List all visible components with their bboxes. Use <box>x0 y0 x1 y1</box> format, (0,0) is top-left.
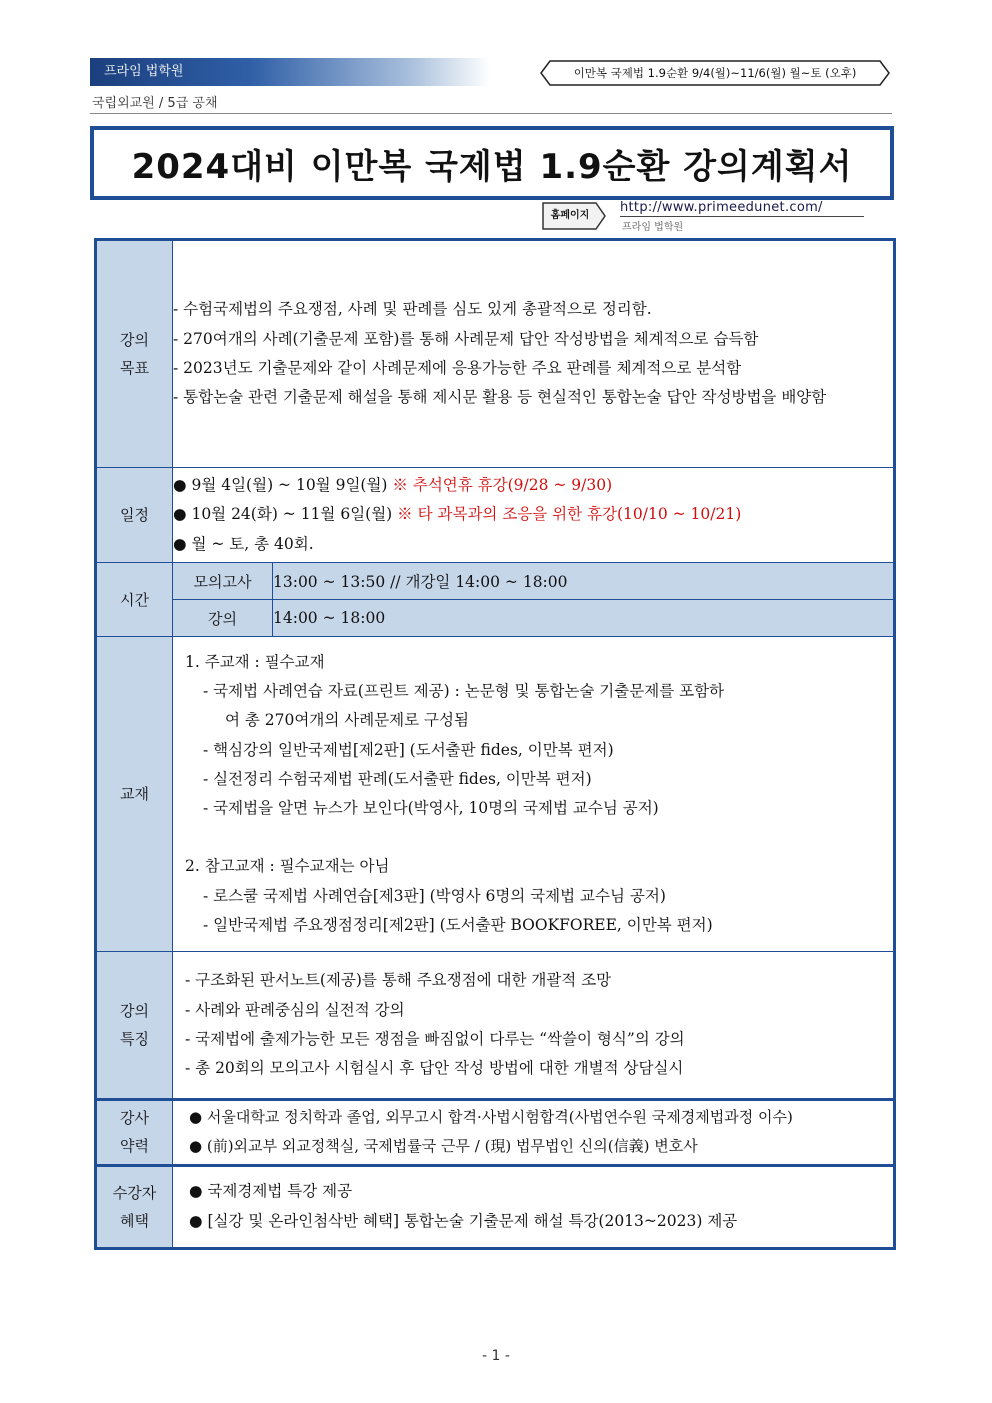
label-features-2: 특징 <box>120 1030 149 1048</box>
page-title: 2024대비 이만복 국제법 1.9순환 강의계획서 <box>131 146 853 187</box>
time-value-mock: 13:00 ~ 13:50 // 개강일 14:00 ~ 18:00 <box>273 563 894 600</box>
spacer <box>173 823 893 852</box>
label-features-1: 강의 <box>120 1002 149 1020</box>
schedule-item <box>173 530 893 559</box>
schedule-body <box>173 468 894 563</box>
homepage-badge-label: 홈페이지 <box>550 210 590 221</box>
label-textbooks: 교재 <box>97 637 173 952</box>
homepage-link[interactable]: http://www.primeedunet.com/ <box>620 200 823 215</box>
title-box <box>90 126 894 200</box>
feature-item: - 구조화된 판서노트(제공)를 통해 주요쟁점에 대한 개괄적 조망 <box>185 971 612 990</box>
row-time-lecture <box>97 600 894 637</box>
page-number: - 1 - <box>482 1348 510 1364</box>
syllabus-table <box>96 240 894 1248</box>
instructor-body <box>173 1100 894 1166</box>
feature-item: - 국제법에 출제가능한 모든 쟁점을 빠짐없이 다루는 “싹쓸이 형식”의 강의 <box>185 1030 685 1048</box>
textbook-item: - 국제법을 알면 뉴스가 보인다(박영사, 10명의 국제법 교수님 공저) <box>203 799 659 818</box>
main-textbook-heading: 1. 주교재 : 필수교재 <box>185 652 325 671</box>
header-subtitle: 국립외교원 / 5급 공채 <box>92 96 218 111</box>
textbook-item: - 실전정리 수험국제법 판례(도서출판 fides, 이만복 편저) <box>203 769 592 788</box>
label-benefits-2: 혜택 <box>120 1211 149 1230</box>
label-instructor-1: 강사 <box>120 1109 149 1128</box>
label-instructor <box>97 1100 173 1166</box>
schedule-date: ● 9월 4일(월) ~ 10월 9일(월) <box>173 476 393 495</box>
schedule-date: ● 월 ~ 토, 총 40회. <box>173 534 314 553</box>
brand-name: 프라임 법학원 <box>104 64 184 79</box>
homepage-badge[interactable] <box>542 202 606 230</box>
ref-textbook-item: - 일반국제법 주요쟁점정리[제2판] (도서출판 BOOKFOREE, 이만복 편저) <box>203 916 713 935</box>
row-features <box>97 952 894 1100</box>
row-schedule <box>97 468 894 563</box>
goals-body <box>173 241 894 468</box>
textbook-item-cont: 여 총 270여개의 사례문제로 구성됨 <box>225 711 469 730</box>
goal-item: - 2023년도 기출문제와 같이 사례문제에 응용가능한 주요 판례를 체계적으로 분석함 <box>173 359 742 377</box>
row-benefits <box>97 1165 894 1247</box>
schedule-item <box>173 500 893 529</box>
label-benefits-1: 수강자 <box>112 1183 157 1202</box>
row-instructor <box>97 1100 894 1166</box>
textbooks-body <box>173 637 894 952</box>
row-time-mock <box>97 563 894 600</box>
goal-item: - 270여개의 사례(기출문제 포함)를 통해 사례문제 답안 작성방법을 체계적으로 습득함 <box>173 329 759 348</box>
homepage-underline <box>620 216 864 217</box>
label-goals-2: 목표 <box>120 359 149 377</box>
label-features <box>97 952 173 1100</box>
goal-item: - 수험국제법의 주요쟁점, 사례 및 판례를 심도 있게 총괄적으로 정리함. <box>173 300 652 319</box>
schedule-note: ※ 추석연휴 휴강(9/28 ~ 9/30) <box>392 476 613 495</box>
schedule-date: ● 10월 24(화) ~ 11월 6일(월) <box>173 505 398 524</box>
label-goals <box>97 241 173 468</box>
brand-banner <box>90 58 490 86</box>
instructor-item: ● 서울대학교 정치학과 졸업, 외무고시 합격·사법시험합격(사법연수원 국제경제법과정 이수) <box>189 1108 793 1126</box>
label-instructor-2: 약력 <box>120 1137 149 1156</box>
row-textbooks <box>97 637 894 952</box>
course-tag <box>540 60 890 86</box>
ref-textbook-heading: 2. 참고교재 : 필수교재는 아님 <box>185 857 390 876</box>
ref-textbook-item: - 로스쿨 국제법 사례연습[제3판] (박영사 6명의 국제법 교수님 공저) <box>203 886 666 905</box>
label-goals-1: 강의 <box>120 331 149 349</box>
textbook-item: - 국제법 사례연습 자료(프린트 제공) : 논문형 및 통합논술 기출문제를 포함하 <box>203 681 725 700</box>
feature-item: - 총 20회의 모의고사 시험실시 후 답안 작성 방법에 대한 개별적 상담실시 <box>185 1059 684 1078</box>
row-goals <box>97 241 894 468</box>
benefit-item: ● [실강 및 온라인첨삭반 혜택] 통합논술 기출문제 해설 특강(2013~2023) 제공 <box>189 1211 738 1230</box>
feature-item: - 사례와 판례중심의 실전적 강의 <box>185 1000 405 1019</box>
time-name-lecture: 강의 <box>173 600 273 637</box>
header-divider <box>90 113 892 114</box>
benefits-body <box>173 1165 894 1247</box>
schedule-item <box>173 471 893 500</box>
benefit-item: ● 국제경제법 특강 제공 <box>189 1182 353 1201</box>
label-benefits <box>97 1165 173 1247</box>
time-value-lecture: 14:00 ~ 18:00 <box>273 600 894 637</box>
time-name-mock: 모의고사 <box>173 563 273 600</box>
course-tag-text: 이만복 국제법 1.9순환 9/4(월)~11/6(월) 월~토 (오후) <box>573 66 857 80</box>
textbook-item: - 핵심강의 일반국제법[제2판] (도서출판 fides, 이만복 편저) <box>203 740 614 759</box>
label-time: 시간 <box>97 563 173 637</box>
features-body <box>173 952 894 1100</box>
goal-item: - 통합논술 관련 기출문제 해설을 통해 제시문 활용 등 현실적인 통합논술 답안 작성방법을 배양함 <box>173 388 827 407</box>
schedule-note: ※ 타 과목과의 조응을 위한 휴강(10/10 ~ 10/21) <box>397 505 742 524</box>
instructor-item: ● (前)외교부 외교정책실, 국제법률국 근무 / (現) 법무법인 신의(信義) 변호사 <box>189 1137 698 1156</box>
label-schedule: 일정 <box>97 468 173 563</box>
homepage-org: 프라임 법학원 <box>622 222 684 233</box>
